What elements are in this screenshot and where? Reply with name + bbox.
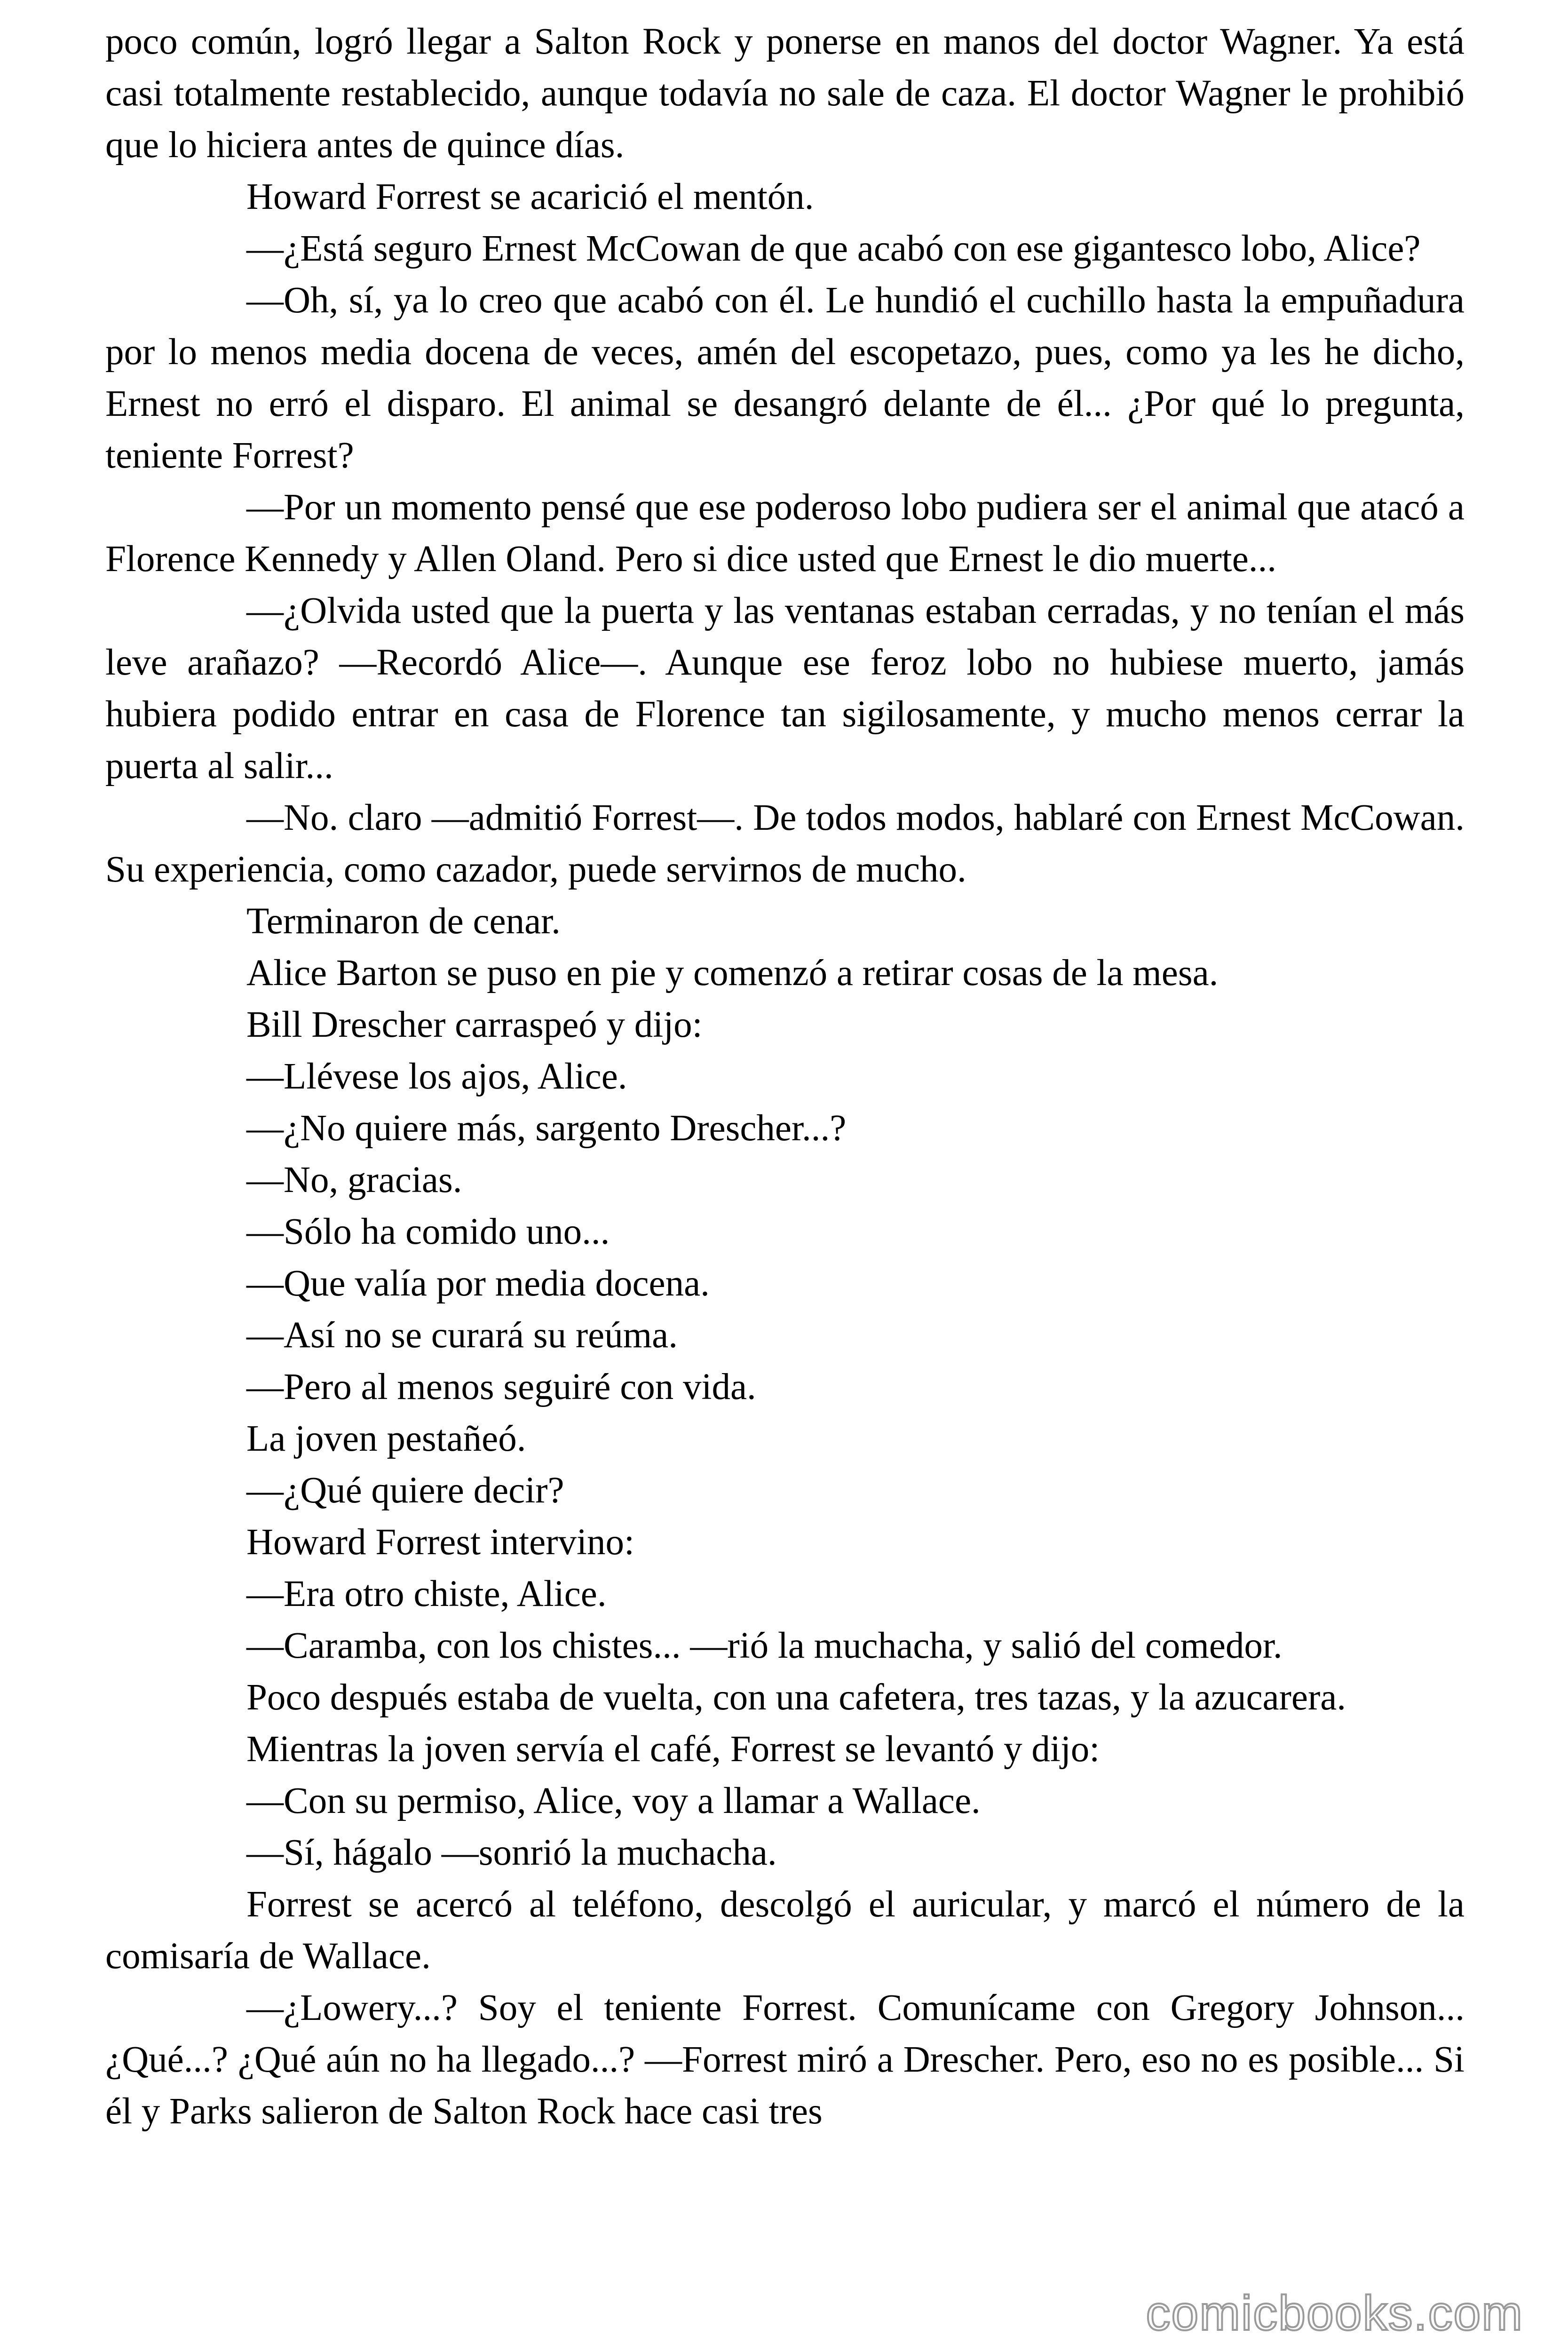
paragraph: —Así no se curará su reúma. <box>246 1315 678 1356</box>
paragraph: Terminaron de cenar. <box>246 901 561 942</box>
paragraph: poco común, logró llegar a Salton Rock y ponerse en manos del doctor Wagner. Ya está casi totalmente restablecido, aunque todavía no sale de caza. El doctor Wagner le prohibió que lo hiciera antes de quince días. <box>105 21 1465 166</box>
paragraph: —¿Qué quiere decir? <box>246 1470 564 1511</box>
paragraph: —Sí, hágalo —sonrió la muchacha. <box>246 1832 777 1873</box>
watermark: comicbooks.com <box>1146 2286 1523 2341</box>
paragraph: Forrest se acercó al teléfono, descolgó el auricular, y marcó el número de la comisaría de Wallace. <box>105 1884 1465 1977</box>
paragraph: —¿No quiere más, sargento Drescher...? <box>246 1108 847 1149</box>
paragraph: La joven pestañeó. <box>246 1418 526 1459</box>
paragraph: —Con su permiso, Alice, voy a llamar a Wallace. <box>246 1780 981 1821</box>
paragraph: —Oh, sí, ya lo creo que acabó con él. Le hundió el cuchillo hasta la empuñadura por lo menos media docena de veces, amén del escopetazo, pues, como ya les he dicho, Ernest no erró el disparo. El animal se desangró delante de él... ¿Por qué lo pregunta, teniente Forrest? <box>105 280 1465 476</box>
paragraph: Poco después estaba de vuelta, con una cafetera, tres tazas, y la azucarera. <box>246 1677 1346 1718</box>
paragraph: Howard Forrest intervino: <box>246 1522 634 1563</box>
paragraph: —¿Olvida usted que la puerta y las ventanas estaban cerradas, y no tenían el más leve arañazo? —Recordó Alice—. Aunque ese feroz lobo no hubiese muerto, jamás hubiera podido entrar en casa de Florence tan sigilosamente, y mucho menos cerrar la puerta al salir... <box>105 590 1465 787</box>
paragraph: —No. claro —admitió Forrest—. De todos modos, hablaré con Ernest McCowan. Su experiencia, como cazador, puede servirnos de mucho. <box>105 797 1465 890</box>
paragraph: Bill Drescher carraspeó y dijo: <box>246 1004 703 1045</box>
paragraph: —Llévese los ajos, Alice. <box>246 1056 627 1097</box>
paragraph: —Caramba, con los chistes... —rió la muchacha, y salió del comedor. <box>246 1625 1283 1666</box>
paragraph: —¿Lowery...? Soy el teniente Forrest. Comunícame con Gregory Johnson... ¿Qué...? ¿Qué aún no ha llegado...? —Forrest miró a Drescher. Pero, eso no es posible... Si él y Parks salieron de Salton Rock hace casi tres <box>105 1987 1465 2132</box>
paragraph: —¿Está seguro Ernest McCowan de que acabó con ese gigantesco lobo, Alice? <box>246 228 1421 269</box>
paragraph: —Que valía por media docena. <box>246 1263 710 1304</box>
paragraph: —Por un momento pensé que ese poderoso lobo pudiera ser el animal que atacó a Florence Kennedy y Allen Oland. Pero si dice usted que Ernest le dio muerte... <box>105 487 1465 580</box>
paragraph: —Era otro chiste, Alice. <box>246 1573 607 1614</box>
paragraph: —Pero al menos seguiré con vida. <box>246 1367 756 1407</box>
paragraph: —No, gracias. <box>246 1160 462 1200</box>
paragraph: Mientras la joven servía el café, Forrest se levantó y dijo: <box>246 1729 1100 1770</box>
paragraph: —Sólo ha comido uno... <box>246 1211 610 1252</box>
paragraph: Howard Forrest se acarició el mentón. <box>246 176 814 217</box>
paragraph: Alice Barton se puso en pie y comenzó a retirar cosas de la mesa. <box>246 953 1219 993</box>
book-page-text <box>105 16 1465 2321</box>
